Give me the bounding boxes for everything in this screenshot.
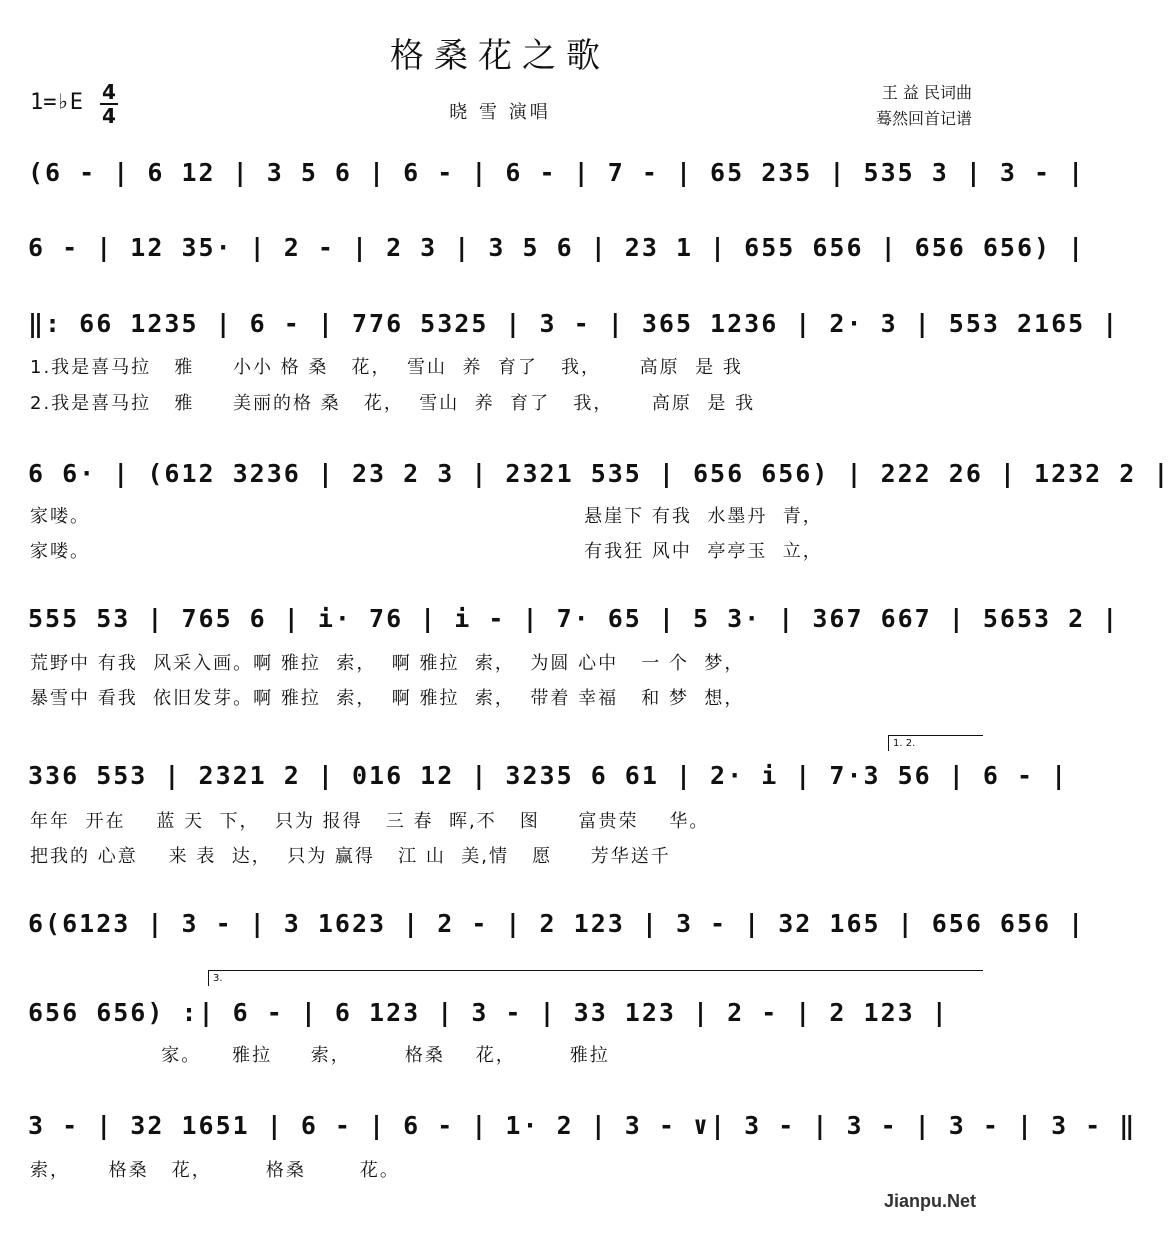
- lyrics-row-9: 索， 格桑 花， 格桑 花。: [30, 1160, 400, 1181]
- song-title: 格桑花之歌: [390, 36, 610, 76]
- credits: [876, 80, 972, 132]
- lyrics-row-6-verse-1: 年年 开在 蓝 天 下， 只为 报得 三 春 晖,不 图 富贵荣 华。: [30, 811, 710, 832]
- transcriber-credit: 蓦然回首记谱: [875, 109, 972, 128]
- singer-credit: 晓 雪 演唱: [449, 102, 551, 123]
- score-row-7: 6(6123 | 3 - | 3 1623 | 2 - | 2 123 | 3 - | 32 165 | 656 656 |: [28, 909, 1086, 938]
- score-row-3: ‖: 66 1235 | 6 - | 776 5325 | 3 - | 365 1236 | 2· 3 | 553 2165 |: [28, 309, 1120, 338]
- time-signature-top: 4: [102, 80, 116, 104]
- lyrics-row-4-verse-1: 家喽。 悬崖下 有我 水墨丹 青，: [30, 506, 823, 527]
- score-row-6: 336 553 | 2321 2 | 016 12 | 3235 6 61 | 2· i | 7·3 56 | 6 - |: [28, 761, 1069, 790]
- lyrics-row-8: 家。 雅拉 索， 格桑 花， 雅拉: [30, 1045, 610, 1066]
- key-signature: 1=♭E: [30, 90, 83, 115]
- composer-credit: 王 益 民词曲: [881, 83, 972, 102]
- score-row-2: 6 - | 12 35· | 2 - | 2 3 | 3 5 6 | 23 1 | 655 656 | 656 656) |: [28, 233, 1086, 262]
- score-row-5: 555 53 | 765 6 | i· 76 | i - | 7· 65 | 5 3· | 367 667 | 5653 2 |: [28, 604, 1120, 633]
- site-watermark: Jianpu.Net: [883, 1191, 976, 1211]
- volta-bracket-3: 3.: [208, 970, 983, 986]
- lyrics-row-6-verse-2: 把我的 心意 来 表 达， 只为 赢得 江 山 美,情 愿 芳华送千: [30, 846, 671, 867]
- lyrics-row-3-verse-1: 1.我是喜马拉 雅 小小 格 桑 花， 雪山 养 育了 我， 高原 是 我: [30, 357, 743, 378]
- lyrics-row-4-verse-2: 家喽。 有我狂 风中 亭亭玉 立，: [30, 541, 823, 562]
- volta-bracket-1-2: 1. 2.: [888, 735, 983, 751]
- lyrics-row-5-verse-2: 暴雪中 看我 依旧发芽。啊 雅拉 索， 啊 雅拉 索， 带着 幸福 和 梦 想，: [30, 688, 745, 709]
- lyrics-row-3-verse-2: 2.我是喜马拉 雅 美丽的格 桑 花， 雪山 养 育了 我， 高原 是 我: [30, 393, 756, 414]
- score-row-8: 656 656) :| 6 - | 6 123 | 3 - | 33 123 | 2 - | 2 123 |: [28, 998, 949, 1027]
- score-row-4: 6 6· | (612 3236 | 23 2 3 | 2321 535 | 656 656) | 222 26 | 1232 2 |: [28, 459, 1170, 488]
- time-signature-bottom: 4: [102, 104, 116, 128]
- score-row-9: 3 - | 32 1651 | 6 - | 6 - | 1· 2 | 3 - ∨| 3 - | 3 - | 3 - | 3 - ‖: [28, 1111, 1137, 1140]
- lyrics-row-5-verse-1: 荒野中 有我 风采入画。啊 雅拉 索， 啊 雅拉 索， 为圆 心中 一 个 梦，: [30, 653, 745, 674]
- score-row-1: (6 - | 6 12 | 3 5 6 | 6 - | 6 - | 7 - | 65 235 | 535 3 | 3 - |: [28, 158, 1086, 187]
